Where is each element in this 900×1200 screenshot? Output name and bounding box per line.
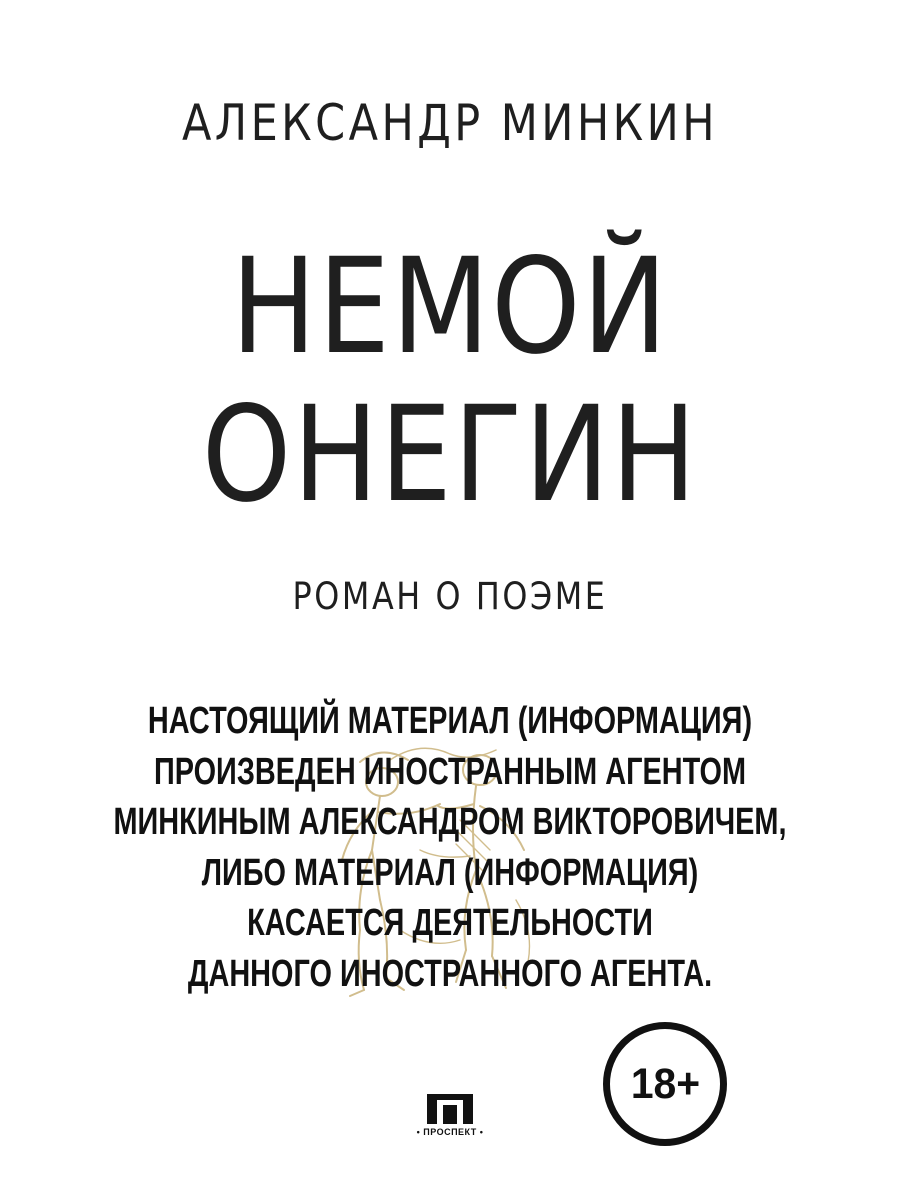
author-name: АЛЕКСАНДР МИНКИН xyxy=(181,94,719,152)
foreign-agent-notice xyxy=(0,696,900,999)
notice-line: ЛИБО МАТЕРИАЛ (ИНФОРМАЦИЯ) xyxy=(201,851,699,894)
age-rating-badge xyxy=(603,1022,727,1146)
subtitle: РОМАН О ПОЭМЕ xyxy=(292,575,608,618)
notice-line: МИНКИНЫМ АЛЕКСАНДРОМ ВИКТОРОВИЧЕМ, xyxy=(113,801,787,843)
title-line-2: ОНЕГИН xyxy=(201,378,699,532)
age-rating-label: 18+ xyxy=(630,1059,700,1108)
notice-line: КАСАЕТСЯ ДЕЯТЕЛЬНОСТИ xyxy=(247,902,653,944)
title-line-1: НЕМОЙ xyxy=(231,230,669,384)
notice-line: ДАННОГО ИНОСТРАННОГО АГЕНТА. xyxy=(187,952,713,995)
notice-line: ПРОИЗВЕДЕН ИНОСТРАННЫМ АГЕНТОМ xyxy=(153,750,747,793)
publisher-name: • ПРОСПЕКТ • xyxy=(416,1127,484,1137)
notice-line: НАСТОЯЩИЙ МАТЕРИАЛ (ИНФОРМАЦИЯ) xyxy=(147,700,753,742)
